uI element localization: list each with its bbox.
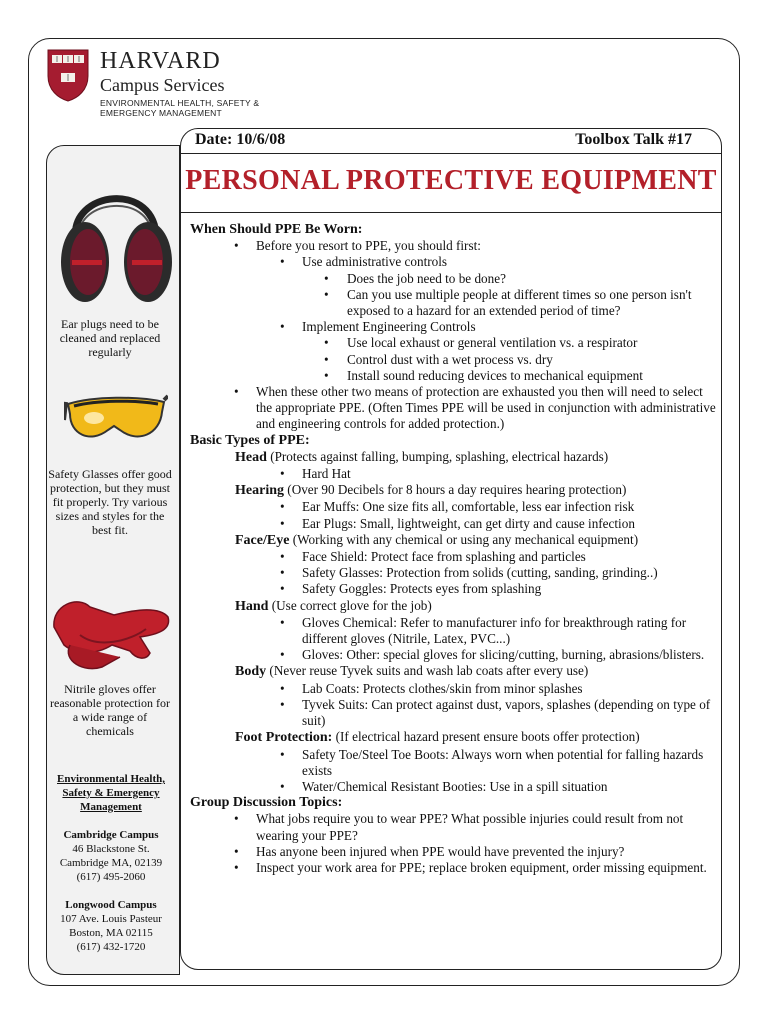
ear-plugs-caption: Ear plugs need to be cleaned and replaced regularly (59, 317, 161, 359)
head-description: (Protects against falling, bumping, splashing, electrical hazards) (266, 448, 609, 464)
hand-label: Hand (235, 598, 269, 614)
group-topic-2: • Has anyone been injured when PPE would have prevented the injury? (190, 844, 718, 860)
head-item-1: • Hard Hat (190, 466, 718, 482)
cambridge-address-1: 46 Blackstone St. (72, 843, 150, 855)
admin-question-2: • Can you use multiple people at different times so one person isn't exposed to a hazard for an extended period of time? (190, 287, 718, 319)
engineering-item-2: • Control dust with a wet process vs. dry (190, 352, 718, 368)
hearing-item-1: • Ear Muffs: One size fits all, comfortable, less ear infection risk (190, 499, 718, 515)
body-item-2: • Tyvek Suits: Can protect against dust, vapors, splashes (depending on type of suit) (190, 697, 718, 729)
title-divider (181, 212, 721, 213)
when-list (190, 238, 718, 432)
when-intro: • Before you resort to PPE, you should first: (190, 238, 718, 254)
body-label: Body (235, 664, 267, 680)
safety-glasses-icon (64, 390, 168, 456)
hand-description: (Use correct glove for the job) (268, 597, 432, 613)
talk-date: Date: 10/6/08 (195, 131, 286, 148)
engineering-item-3: • Install sound reducing devices to mechanical equipment (190, 368, 718, 384)
page-title: PERSONAL PROTECTIVE EQUIPMENT (185, 165, 717, 196)
foot-item-2: • Water/Chemical Resistant Booties: Use in a spill situation (190, 779, 718, 795)
cambridge-phone: (617) 495-2060 (76, 871, 146, 883)
cambridge-campus-name: Cambridge Campus (63, 829, 159, 841)
safety-glasses-caption: Safety Glasses offer good protection, but they must fit properly. Try various sizes and styles for the best fit. (48, 467, 172, 537)
face-item-2: • Safety Glasses: Protection from solids (cutting, sanding, grinding..) (190, 565, 718, 581)
header-divider (181, 153, 721, 154)
group-discussion-heading: Group Discussion Topics: (190, 795, 343, 811)
face-item-1: • Face Shield: Protect face from splashing and particles (190, 549, 718, 565)
face-item-3: • Safety Goggles: Protects eyes from splashing (190, 581, 718, 597)
hearing-category (190, 482, 718, 499)
hearing-description: (Over 90 Decibels for 8 hours a day requires hearing protection) (284, 482, 627, 498)
foot-item-1: • Safety Toe/Steel Toe Boots: Always worn when potential for falling hazards exists (190, 747, 718, 779)
hearing-item-2: • Ear Plugs: Small, lightweight, can get dirty and cause infection (190, 516, 718, 532)
longwood-campus-name: Longwood Campus (65, 899, 157, 911)
cambridge-address-2: Cambridge MA, 02139 (59, 857, 163, 869)
when-final: • When these other two means of protection are exhausted you then will need to select the appropriate PPE. (Often Times PPE will be used in conjunction with administrative and engineering controls for added protection.) (190, 384, 718, 433)
face-eye-category (190, 532, 718, 549)
foot-description: (If electrical hazard present ensure boots offer protection) (332, 729, 640, 745)
body-item-1: • Lab Coats: Protects clothes/skin from minor splashes (190, 681, 718, 697)
basic-types-heading: Basic Types of PPE: (190, 432, 310, 448)
admin-question-1: • Does the job need to be done? (190, 271, 718, 287)
engineering-controls: • Implement Engineering Controls (190, 319, 718, 335)
harvard-shield-icon (46, 48, 90, 102)
longwood-address-2: Boston, MA 02115 (69, 927, 153, 939)
contact-block (48, 772, 174, 954)
nitrile-gloves-icon (50, 585, 174, 675)
foot-label: Foot Protection: (235, 730, 333, 746)
dept-line-2: EMERGENCY MANAGEMENT (100, 108, 222, 118)
body-category (190, 663, 718, 680)
ear-muffs-icon (58, 170, 174, 310)
engineering-item-1: • Use local exhaust or general ventilation vs. a respirator (190, 335, 718, 351)
face-eye-description: (Working with any chemical or using any mechanical equipment) (289, 531, 639, 547)
head-label: Head (235, 449, 267, 465)
hand-category (190, 598, 718, 615)
main-content (190, 222, 718, 876)
longwood-phone: (617) 432-1720 (76, 941, 146, 953)
harvard-logo (46, 46, 276, 122)
dept-line-1: ENVIRONMENTAL HEALTH, SAFETY & (100, 98, 260, 108)
face-eye-label: Face/Eye (235, 532, 290, 548)
body-description: (Never reuse Tyvek suits and wash lab coats after every use) (266, 663, 589, 679)
hand-item-2: • Gloves: Other: special gloves for slicing/cutting, burning, abrasions/blisters. (190, 647, 718, 663)
when-heading: When Should PPE Be Worn: (190, 222, 363, 237)
hand-item-1: • Gloves Chemical: Refer to manufacturer info for breakthrough rating for different gloves (Nitrile, Latex, PVC...) (190, 615, 718, 647)
nitrile-gloves-caption: Nitrile gloves offer reasonable protection for a wide range of chemicals (50, 682, 170, 738)
dept-name (100, 98, 280, 118)
foot-category (190, 729, 718, 746)
group-topic-1: • What jobs require you to wear PPE? What possible injuries could result from not wearing your PPE? (190, 811, 718, 843)
contact-org: Environmental Health, Safety & Emergency Management (57, 773, 165, 813)
org-subtitle: Campus Services (100, 75, 225, 95)
hearing-label: Hearing (235, 483, 284, 499)
org-name: HARVARD (100, 48, 221, 74)
longwood-address-1: 107 Ave. Louis Pasteur (60, 913, 162, 925)
admin-controls: • Use administrative controls (190, 254, 718, 270)
head-category (190, 449, 718, 466)
toolbox-talk-number: Toolbox Talk #17 (575, 131, 692, 148)
group-topic-3: • Inspect your work area for PPE; replace broken equipment, order missing equipment. (190, 860, 718, 876)
